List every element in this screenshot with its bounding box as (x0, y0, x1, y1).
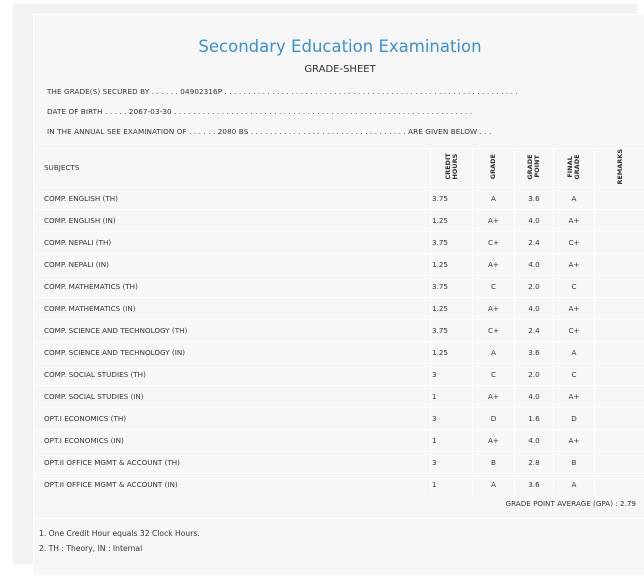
note-abbreviations: 2. TH : Theory, IN : Internal (39, 544, 142, 553)
cell-remarks (595, 473, 644, 495)
gpa-summary: GRADE POINT AVERAGE (GPA) : 2.79 (506, 499, 636, 508)
cell-final-grade: A (554, 341, 595, 363)
table-row (34, 385, 644, 407)
header-credit-hours: CREDIT HOURS (431, 149, 473, 188)
cell-grade: A+ (473, 429, 515, 451)
grades-table (34, 148, 644, 495)
cell-grade: C+ (473, 319, 515, 341)
table-row (34, 209, 644, 231)
cell-grade-point: 4.0 (515, 209, 554, 231)
cell-grade: A (473, 473, 515, 495)
cell-grade: A (473, 341, 515, 363)
cell-grade: C (473, 363, 515, 385)
cell-grade: A+ (473, 253, 515, 275)
cell-credit-hours: 3.75 (431, 275, 473, 297)
cell-credit-hours: 3.75 (431, 231, 473, 253)
secured-by-line: THE GRADE(S) SECURED BY . . . . . . 04902316P . . . . . . . . . . . . . . . . . . . . . . . . . . . . . . . . . . . . . . . . . . . . . . . . . . . . . . . . . . . . . . (47, 87, 518, 96)
cell-final-grade: C (554, 275, 595, 297)
cell-grade: C+ (473, 231, 515, 253)
cell-credit-hours: 3 (431, 407, 473, 429)
cell-credit-hours: 1.25 (431, 297, 473, 319)
note-credit-hour: 1. One Credit Hour equals 32 Clock Hours. (39, 529, 200, 538)
table-row (34, 363, 644, 385)
table-row (34, 341, 644, 363)
gradesheet-panel (33, 14, 644, 576)
cell-credit-hours: 1 (431, 473, 473, 495)
cell-remarks (595, 363, 644, 385)
cell-credit-hours: 1 (431, 385, 473, 407)
cell-grade: B (473, 451, 515, 473)
header-final-grade: FINAL GRADE (554, 149, 595, 188)
exam-title: Secondary Education Examination (34, 37, 644, 56)
table-row (34, 319, 644, 341)
cell-credit-hours: 1.25 (431, 209, 473, 231)
table-row (34, 429, 644, 451)
cell-subject: COMP. MATHEMATICS (IN) (34, 297, 431, 319)
cell-remarks (595, 275, 644, 297)
cell-grade-point: 3.6 (515, 341, 554, 363)
cell-final-grade: D (554, 407, 595, 429)
header-grade-point: GRADE POINT (515, 149, 554, 188)
exam-line: IN THE ANNUAL SEE EXAMINATION OF . . . . . . 2080 BS . . . . . . . . . . . . . . . . . . . . . . . . . . . . . . . . . ARE GIVEN BELOW . . . (47, 127, 491, 136)
cell-subject: COMP. NEPALI (IN) (34, 253, 431, 275)
cell-subject: OPT.II OFFICE MGMT & ACCOUNT (IN) (34, 473, 431, 495)
cell-final-grade: B (554, 451, 595, 473)
cell-final-grade: C (554, 363, 595, 385)
header-grade: GRADE (473, 149, 515, 188)
cell-grade-point: 3.6 (515, 473, 554, 495)
cell-final-grade: C+ (554, 319, 595, 341)
cell-credit-hours: 3.75 (431, 187, 473, 209)
cell-subject: OPT.I ECONOMICS (IN) (34, 429, 431, 451)
cell-remarks (595, 209, 644, 231)
cell-credit-hours: 3 (431, 451, 473, 473)
cell-grade-point: 4.0 (515, 253, 554, 275)
cell-grade-point: 2.8 (515, 451, 554, 473)
dob-line: DATE OF BIRTH . . . . . 2067-03-30 . . . . . . . . . . . . . . . . . . . . . . . . . . . . . . . . . . . . . . . . . . . . . . . . . . . . . . . . . . . . . . . (47, 107, 472, 116)
table-row (34, 451, 644, 473)
header-remarks: REMARKS (595, 149, 644, 188)
cell-remarks (595, 319, 644, 341)
cell-subject: OPT.II OFFICE MGMT & ACCOUNT (TH) (34, 451, 431, 473)
cell-grade: A+ (473, 297, 515, 319)
gradesheet-subtitle: GRADE-SHEET (34, 64, 644, 75)
cell-grade-point: 4.0 (515, 297, 554, 319)
table-row (34, 407, 644, 429)
cell-final-grade: A+ (554, 429, 595, 451)
cell-final-grade: A+ (554, 297, 595, 319)
table-row (34, 275, 644, 297)
cell-final-grade: A (554, 473, 595, 495)
cell-grade-point: 4.0 (515, 385, 554, 407)
cell-grade: A+ (473, 209, 515, 231)
cell-final-grade: A+ (554, 253, 595, 275)
cell-remarks (595, 429, 644, 451)
cell-grade: A+ (473, 385, 515, 407)
cell-credit-hours: 3 (431, 363, 473, 385)
gradesheet-card (13, 4, 637, 564)
cell-grade-point: 2.0 (515, 275, 554, 297)
cell-subject: COMP. MATHEMATICS (TH) (34, 275, 431, 297)
divider (34, 478, 644, 479)
cell-subject: COMP. ENGLISH (TH) (34, 187, 431, 209)
cell-subject: COMP. SOCIAL STUDIES (IN) (34, 385, 431, 407)
cell-grade-point: 2.0 (515, 363, 554, 385)
cell-final-grade: A+ (554, 209, 595, 231)
cell-remarks (595, 253, 644, 275)
cell-credit-hours: 3.75 (431, 319, 473, 341)
cell-grade: A (473, 187, 515, 209)
cell-subject: COMP. NEPALI (TH) (34, 231, 431, 253)
cell-credit-hours: 1.25 (431, 341, 473, 363)
table-row (34, 253, 644, 275)
cell-grade-point: 2.4 (515, 319, 554, 341)
cell-remarks (595, 297, 644, 319)
table-row (34, 187, 644, 209)
cell-subject: COMP. SCIENCE AND TECHNOLOGY (IN) (34, 341, 431, 363)
table-row (34, 297, 644, 319)
cell-grade-point: 2.4 (515, 231, 554, 253)
cell-subject: COMP. SOCIAL STUDIES (TH) (34, 363, 431, 385)
cell-final-grade: A (554, 187, 595, 209)
cell-remarks (595, 187, 644, 209)
cell-grade-point: 4.0 (515, 429, 554, 451)
cell-remarks (595, 407, 644, 429)
cell-remarks (595, 341, 644, 363)
cell-credit-hours: 1 (431, 429, 473, 451)
cell-credit-hours: 1.25 (431, 253, 473, 275)
table-row (34, 473, 644, 495)
cell-final-grade: C+ (554, 231, 595, 253)
cell-grade: D (473, 407, 515, 429)
header-subjects: SUBJECTS (34, 149, 431, 188)
cell-subject: OPT.I ECONOMICS (TH) (34, 407, 431, 429)
cell-remarks (595, 385, 644, 407)
table-header-row (34, 149, 644, 188)
table-row (34, 231, 644, 253)
cell-grade-point: 3.6 (515, 187, 554, 209)
cell-remarks (595, 231, 644, 253)
divider (34, 518, 644, 519)
cell-subject: COMP. ENGLISH (IN) (34, 209, 431, 231)
cell-final-grade: A+ (554, 385, 595, 407)
cell-grade: C (473, 275, 515, 297)
cell-subject: COMP. SCIENCE AND TECHNOLOGY (TH) (34, 319, 431, 341)
cell-remarks (595, 451, 644, 473)
cell-grade-point: 1.6 (515, 407, 554, 429)
